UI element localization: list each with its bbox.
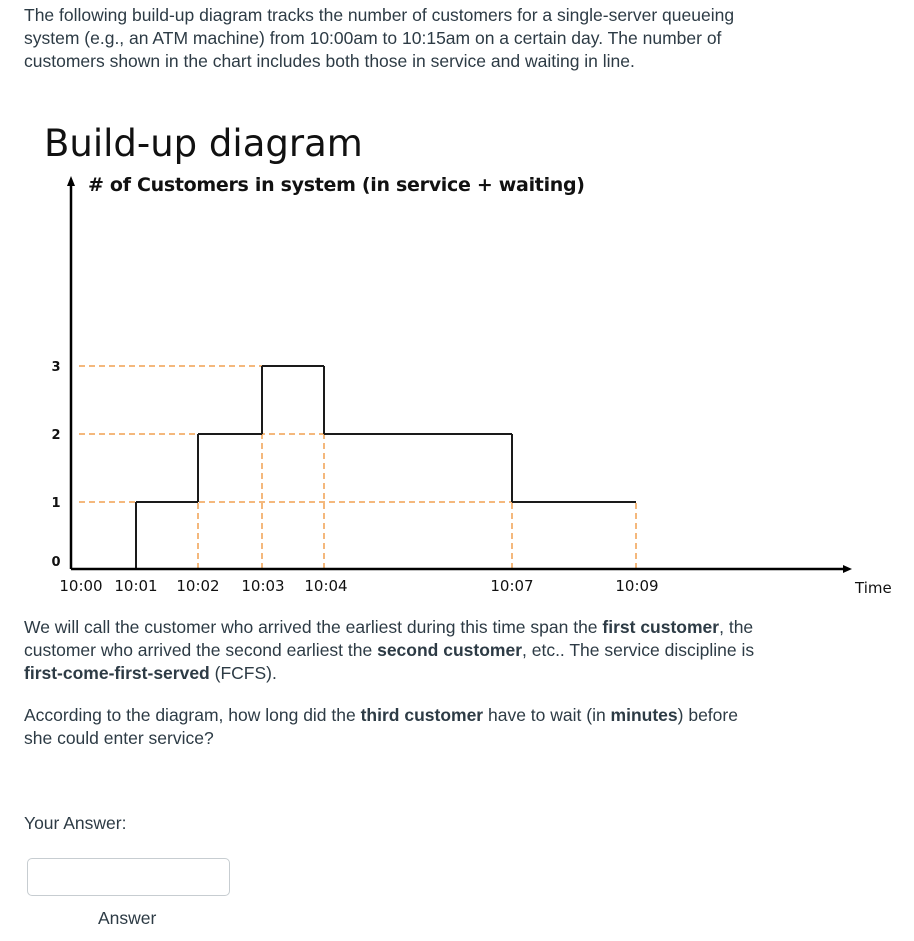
- x-tick-1002: 10:02: [176, 577, 220, 595]
- axes: [67, 176, 852, 573]
- definition-part-2: , the customer who arrived the second earliest the: [24, 617, 754, 660]
- first-customer-term: first customer: [602, 617, 720, 637]
- y-axis-label: # of Customers in system (in service + waiting): [88, 174, 585, 196]
- question-part-2: have to wait (in: [483, 705, 611, 725]
- x-tick-1009: 10:09: [615, 577, 659, 595]
- question-part-1: According to the diagram, how long did the: [24, 705, 361, 725]
- question-text: [24, 704, 764, 750]
- definition-part-4: (FCFS).: [209, 663, 277, 683]
- grid-lines: [79, 366, 636, 569]
- y-tick-3: 3: [51, 360, 61, 375]
- x-axis-label: Time: [855, 579, 892, 597]
- step-series: [136, 366, 636, 569]
- answer-label: Your Answer:: [24, 813, 127, 833]
- minutes-term: minutes: [610, 705, 678, 725]
- intro-text: The following build-up diagram tracks the number of customers for a single-server queueing system (e.g., an ATM machine) from 10:00am to 10:15am on a certain day. The number of customers shown in the chart includes both those in service and waiting in line.: [24, 5, 735, 71]
- buildup-chart: [0, 110, 914, 610]
- x-tick-1001: 10:01: [114, 577, 158, 595]
- definition-part-1: We will call the customer who arrived the earliest during this time span the: [24, 617, 603, 637]
- x-tick-1004: 10:04: [304, 577, 348, 595]
- tick-labels: [51, 360, 658, 595]
- y-tick-2: 2: [51, 428, 61, 443]
- y-axis-arrow: [67, 176, 75, 186]
- fcfs-term: first-come-first-served: [24, 663, 210, 683]
- y-tick-0: 0: [51, 555, 61, 570]
- x-tick-1003: 10:03: [241, 577, 285, 595]
- x-tick-1000: 10:00: [59, 577, 103, 595]
- answer-input[interactable]: [27, 858, 230, 896]
- answer-caption: Answer: [98, 908, 157, 928]
- x-axis-arrow: [843, 565, 852, 573]
- definition-part-3: , etc.. The service discipline is: [522, 640, 755, 660]
- y-tick-1: 1: [51, 496, 61, 511]
- third-customer-term: third customer: [360, 705, 484, 725]
- definition-text: [24, 616, 764, 685]
- chart-title: Build-up diagram: [44, 122, 363, 165]
- question-part-3: ) before she could enter service?: [24, 705, 738, 748]
- x-tick-1007: 10:07: [490, 577, 534, 595]
- second-customer-term: second customer: [377, 640, 522, 660]
